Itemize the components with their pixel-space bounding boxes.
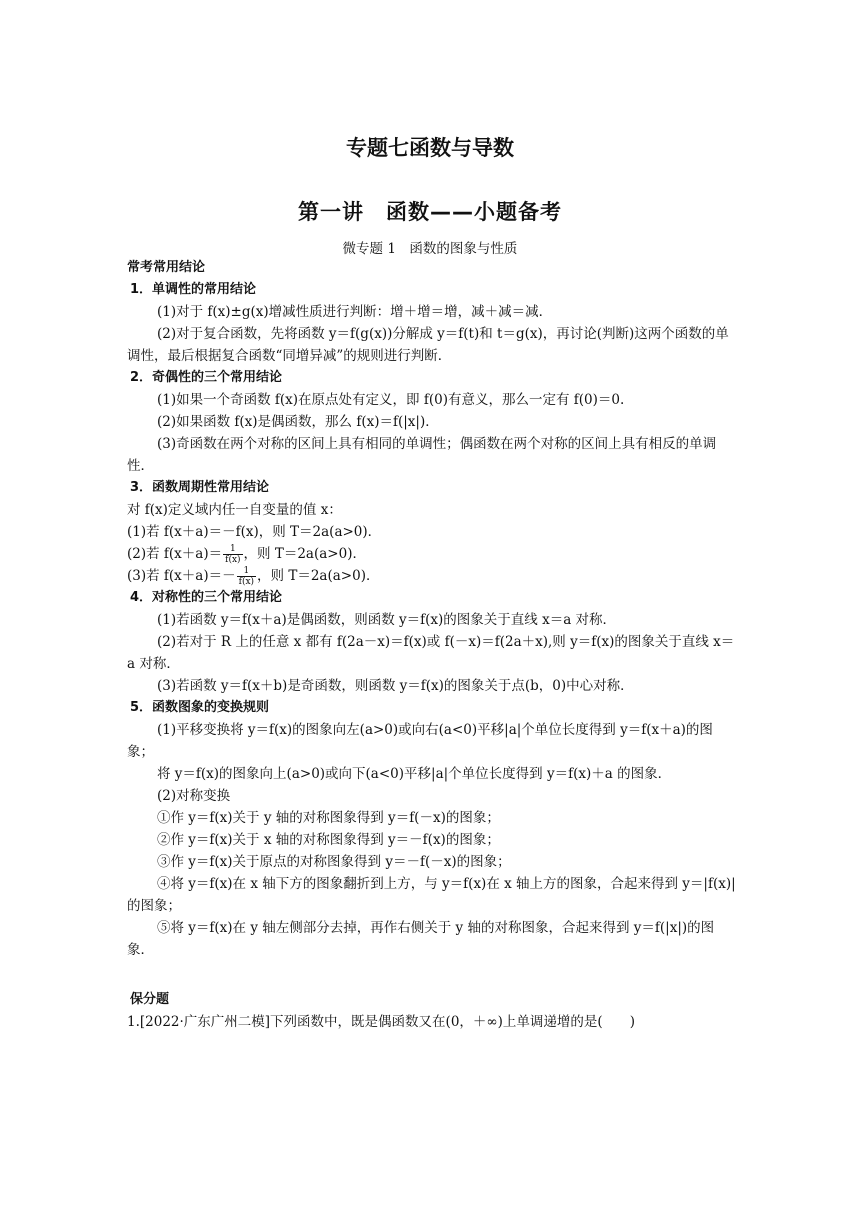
symmetry-p2: (2)若对于 R 上的任意 x 都有 f(2a－x)＝f(x)或 f(－x)＝f(2a＋x),则 y＝f(x)的图象关于直线 x＝a 对称． [127,634,735,672]
practice-question-1: 1.[2022·广东广州二模]下列函数中，既是偶函数又在(0，＋∞)上单调递增的是( ) [127,1014,635,1030]
transform-item-1: ①作 y＝f(x)关于 y 轴的对称图象得到 y＝f(－x)的图象； [157,810,500,826]
transform-p1: (1)平移变换将 y＝f(x)的图象向左(a>0)或向右(a<0)平移|a|个单位长度得到 y＝f(x＋a)的图象； [127,722,713,760]
symmetry-p3: (3)若函数 y＝f(x＋b)是奇函数，则函数 y＝f(x)的图象关于点(b，0)中心对称． [157,678,634,694]
transform-p2: 将 y＝f(x)的图象向上(a>0)或向下(a<0)平移|a|个单位长度得到 y＝f(x)＋a 的图象． [157,766,672,782]
transform-item-4: ④将 y＝f(x)在 x 轴下方的图象翻折到上方，与 y＝f(x)在 x 轴上方的图象，合起来得到 y＝|f(x)|的图象； [127,876,736,914]
period-p2-lhs: (2)若 f(x＋a)＝ [127,546,223,562]
symmetry-p1: (1)若函数 y＝f(x＋a)是偶函数，则函数 y＝f(x)的图象关于直线 x＝a 对称． [157,612,617,628]
monotonic-p1: (1)对于 f(x)±g(x)增减性质进行判断：增＋增＝增，减＋减＝减． [157,304,553,320]
spacer [127,961,737,989]
transform-item-3: ③作 y＝f(x)关于原点的对称图象得到 y＝－f(－x)的图象； [157,854,511,870]
period-p2-rhs: ，则 T＝2a(a>0)． [243,546,366,562]
fraction [223,544,242,565]
transform-heading: 5．函数图象的变换规则 [130,700,270,715]
parity-heading: 2．奇偶性的三个常用结论 [130,370,283,385]
transform-p3: (2)对称变换 [157,788,231,804]
fraction [237,566,256,587]
monotonic-p2: (2)对于复合函数，先将函数 y＝f(g(x))分解成 y＝f(t)和 t＝g(x)，再讨论(判断)这两个函数的单调性，最后根据复合函数“同增异减”的规则进行判断． [127,326,729,364]
fraction-numerator: 1 [223,544,242,555]
symmetry-heading: 4．对称性的三个常用结论 [130,590,283,605]
transform-item-5: ⑤将 y＝f(x)在 y 轴左侧部分去掉，再作右侧关于 y 轴的对称图象，合起来得到 y＝f(|x|)的图象． [127,920,715,958]
period-p3 [127,565,737,587]
practice-heading: 保分题 [130,992,170,1007]
parity-p1: (1)如果一个奇函数 f(x)在原点处有定义，即 f(0)有意义，那么一定有 f(0)＝0. [157,392,625,408]
period-heading: 3．函数周期性常用结论 [130,480,270,495]
lecture-title: 第一讲 函数——小题备考 [298,200,562,224]
fraction-denominator: f(x) [225,555,241,565]
fraction-numerator: 1 [237,566,256,577]
transform-item-2: ②作 y＝f(x)关于 x 轴的对称图象得到 y＝－f(x)的图象； [157,832,500,848]
main-content [127,257,737,1033]
period-p3-lhs: (3)若 f(x＋a)＝－ [127,568,236,584]
monotonic-heading: 1．单调性的常用结论 [130,282,257,297]
period-intro: 对 f(x)定义域内任一自变量的值 x： [127,502,342,518]
period-p2 [127,543,737,565]
parity-p3: (3)奇函数在两个对称的区间上具有相同的单调性；偶函数在两个对称的区间上具有相反的单调性． [127,436,717,474]
period-p3-rhs: ，则 T＝2a(a>0)． [257,568,380,584]
chapter-title: 专题七函数与导数 [346,136,514,160]
parity-p2: (2)如果函数 f(x)是偶函数，那么 f(x)＝f(|x|)． [157,414,439,430]
micro-topic-title: 微专题 1 函数的图象与性质 [342,241,518,257]
period-p1: (1)若 f(x＋a)＝－f(x)，则 T＝2a(a>0)． [127,524,382,540]
fraction-denominator: f(x) [238,577,255,587]
section-heading: 常考常用结论 [127,260,206,275]
